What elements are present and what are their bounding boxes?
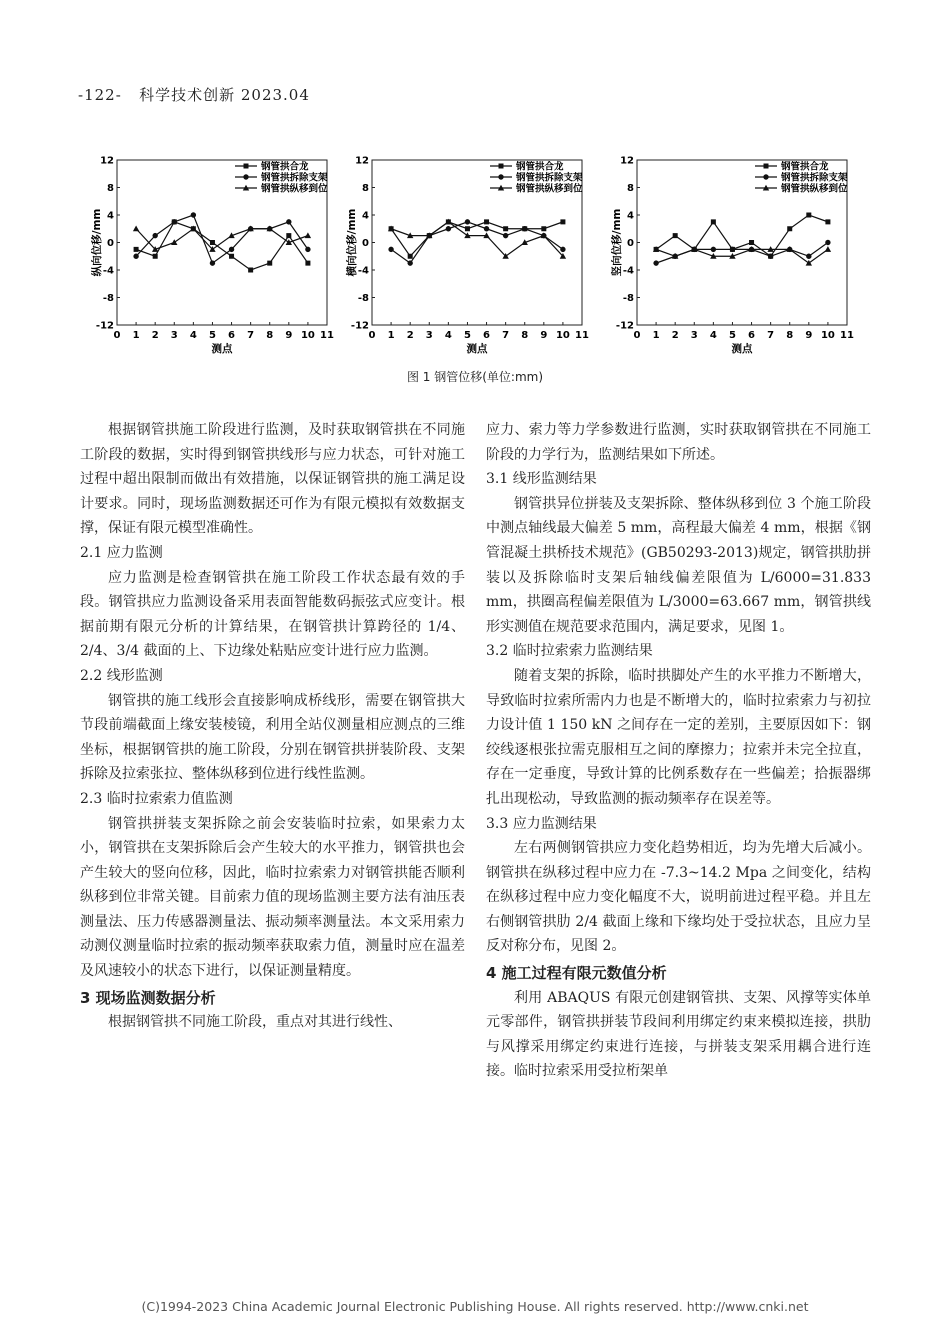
series-line: [656, 249, 828, 263]
data-point: [522, 226, 527, 231]
x-tick-label: 4: [709, 330, 717, 341]
x-tick-label: 1: [652, 330, 660, 341]
y-tick-label: -8: [357, 293, 369, 304]
series-line: [136, 222, 308, 270]
data-point: [730, 247, 735, 252]
paragraph: 钢管拱的施工线形会直接影响成桥线形，需要在钢管拱大节段前端截面上缘安装棱镜，利用全站仪测量相应测点的三维坐标，根据钢管拱的施工阶段，分别在钢管拱拼装阶段、支架拆除及拉索张拉、整体纵移到位进行线性监测。: [80, 692, 465, 783]
page-header: [78, 84, 310, 105]
data-point: [711, 247, 716, 252]
chart-vertical: [611, 150, 855, 360]
y-axis-label: 纵向位移/mm: [91, 208, 103, 277]
y-tick-label: -12: [95, 320, 114, 332]
data-point: [191, 212, 196, 217]
left-column: [80, 418, 465, 1035]
paragraph: 应力、索力等力学参数进行监测，实时获取钢管拱在不同施工阶段的力学行为，监测结果如下所述。: [486, 422, 871, 463]
x-tick-label: 7: [767, 330, 775, 341]
x-tick-label: 0: [633, 330, 641, 341]
data-point: [806, 213, 811, 218]
x-tick-label: 11: [575, 330, 589, 341]
data-point: [806, 254, 811, 259]
data-point: [171, 239, 177, 245]
x-tick-label: 3: [170, 330, 178, 341]
series-line: [391, 222, 563, 256]
y-tick-label: -8: [622, 293, 634, 304]
data-point: [229, 254, 234, 259]
y-tick-label: 4: [362, 210, 369, 222]
paragraph: 利用 ABAQUS 有限元创建钢管拱、支架、风撑等实体单元零部件，钢管拱拼装节段间利用绑定约束来模拟连接，拱肋与风撑采用绑定约束进行连接，与拼装支架采用耦合进行连接。临时拉索采用受拉桁架单: [486, 989, 871, 1080]
x-tick-label: 11: [320, 330, 334, 341]
x-tick-label: 1: [132, 330, 140, 341]
legend-marker: [498, 174, 503, 179]
data-point: [286, 233, 291, 238]
section-heading: 3 现场监测数据分析: [80, 988, 216, 1007]
data-point: [210, 240, 215, 245]
x-tick-label: 8: [266, 330, 274, 341]
legend-label: 钢管拱合龙: [516, 161, 564, 173]
y-tick-label: 8: [362, 183, 369, 194]
x-tick-label: 8: [521, 330, 529, 341]
data-point: [134, 247, 139, 252]
x-tick-label: 1: [387, 330, 395, 341]
data-point: [465, 226, 470, 231]
series-line: [391, 222, 563, 263]
x-tick-label: 7: [502, 330, 510, 341]
legend-label: 钢管拱拆除支架: [261, 172, 328, 184]
data-point: [305, 261, 310, 266]
data-point: [560, 247, 565, 252]
data-point: [787, 226, 792, 231]
x-tick-label: 0: [113, 330, 121, 341]
y-tick-label: 0: [107, 238, 114, 249]
data-point: [210, 260, 215, 265]
data-point: [152, 233, 157, 238]
legend-label: 钢管拱合龙: [781, 161, 829, 173]
x-tick-label: 9: [805, 330, 813, 341]
y-tick-label: 12: [355, 155, 369, 167]
y-tick-label: 8: [107, 183, 114, 194]
x-tick-label: 6: [748, 330, 756, 341]
legend-label: 钢管拱拆除支架: [516, 172, 583, 184]
legend-marker: [243, 174, 248, 179]
y-tick-label: -12: [350, 320, 369, 332]
data-point: [825, 246, 831, 252]
paragraph: 钢管拱拼装支架拆除之前会安装临时拉索，如果索力太小，钢管拱在支架拆除后会产生较大的水平推力，钢管拱也会产生较大的竖向位移，因此，临时拉索索力对钢管拱能否顺利纵移到位非常关键。目前索力值的现场监测主要方法有油压表测量法、压力传感器测量法、振动频率测量法。本文采用索力动测仪测量临时拉索的振动频率获取索力值，测量时应在温差及风速较小的状态下进行，以保证测量精度。: [80, 815, 465, 980]
x-tick-label: 7: [247, 330, 255, 341]
x-tick-label: 9: [285, 330, 293, 341]
legend-marker: [244, 164, 249, 169]
y-tick-label: -4: [102, 265, 114, 277]
data-point: [286, 219, 291, 224]
section-heading: 2.2 线形监测: [80, 667, 163, 684]
figure-caption: 图 1 钢管位移(单位:mm): [406, 370, 544, 384]
x-tick-label: 2: [151, 330, 159, 341]
x-tick-label: 11: [840, 330, 854, 341]
x-tick-label: 5: [463, 330, 471, 341]
x-axis-label: 测点: [466, 343, 488, 355]
x-tick-label: 5: [728, 330, 736, 341]
data-point: [408, 254, 413, 259]
data-point: [806, 260, 812, 266]
legend-label: 钢管拱纵移到位: [261, 183, 328, 195]
page-number: -122-: [78, 86, 122, 104]
data-point: [229, 247, 234, 252]
y-tick-label: -8: [102, 293, 114, 304]
x-tick-label: 3: [690, 330, 698, 341]
y-tick-label: 4: [627, 210, 634, 222]
data-point: [133, 254, 138, 259]
y-axis-label: 竖向位移/mm: [611, 208, 623, 277]
x-axis-label: 测点: [211, 343, 233, 355]
legend-label: 钢管拱纵移到位: [781, 183, 848, 195]
data-point: [711, 219, 716, 224]
x-tick-label: 6: [483, 330, 491, 341]
x-tick-label: 2: [671, 330, 679, 341]
data-point: [484, 219, 489, 224]
paragraph: 应力监测是检查钢管拱在施工阶段工作状态最有效的手段。钢管拱应力监测设备采用表面智能数码振弦式应变计。根据前期有限元分析的计算结果，在钢管拱计算跨径的 1/4、2/4、3/4 截面的上、下边缘处粘贴应变计进行应力监测。: [80, 569, 465, 660]
data-point: [267, 261, 272, 266]
chart-transverse: [346, 150, 590, 360]
y-axis-label: 横向位移/mm: [346, 208, 358, 277]
section-heading: 3.1 线形监测结果: [486, 471, 597, 488]
data-point: [388, 247, 393, 252]
x-axis-label: 测点: [731, 343, 753, 355]
data-point: [133, 225, 139, 231]
chart-longitudinal: [91, 150, 335, 360]
section-heading: 2.1 应力监测: [80, 544, 163, 561]
legend-marker: [499, 164, 504, 169]
section-heading: 4 施工过程有限元数值分析: [486, 964, 667, 983]
legend-label: 钢管拱合龙: [261, 161, 309, 173]
journal-title: 科学技术创新 2023.04: [139, 86, 310, 104]
x-tick-label: 6: [228, 330, 236, 341]
legend-label: 钢管拱拆除支架: [781, 172, 848, 184]
legend-marker: [763, 174, 768, 179]
data-point: [248, 268, 253, 273]
x-tick-label: 10: [555, 330, 570, 341]
x-tick-label: 3: [425, 330, 433, 341]
y-tick-label: 0: [362, 238, 369, 249]
data-point: [673, 233, 678, 238]
data-point: [749, 240, 754, 245]
data-point: [560, 219, 565, 224]
data-point: [484, 226, 489, 231]
data-point: [465, 219, 470, 224]
data-point: [305, 232, 311, 238]
right-column: [486, 418, 871, 1084]
x-tick-label: 4: [444, 330, 452, 341]
paragraph: 左右两侧钢管拱应力变化趋势相近，均为先增大后减小。钢管拱在纵移过程中应力在 -7.3~14.2 Mpa 之间变化，结构在纵移过程中应力变化幅度不大，说明前进过程平稳。并且左右侧钢管拱肋 2/4 截面上缘和下缘均处于受拉状态，且应力呈反对称分布，见图 2。: [486, 840, 871, 955]
legend-marker: [764, 164, 769, 169]
y-tick-label: 12: [100, 155, 114, 167]
x-tick-label: 10: [300, 330, 315, 341]
x-tick-label: 0: [368, 330, 376, 341]
y-tick-label: -4: [357, 265, 369, 277]
copyright-footer: (C)1994-2023 China Academic Journal Electronic Publishing House. All rights reserved. http://www.cnki.net: [141, 1299, 809, 1314]
x-tick-label: 9: [540, 330, 548, 341]
data-point: [653, 260, 658, 265]
x-tick-label: 4: [189, 330, 197, 341]
section-heading: 2.3 临时拉索索力值监测: [80, 790, 233, 807]
figure-1: [91, 150, 855, 360]
y-tick-label: 12: [620, 155, 634, 167]
y-tick-label: -4: [622, 265, 634, 277]
y-tick-label: 4: [107, 210, 114, 222]
x-tick-label: 5: [208, 330, 216, 341]
data-point: [503, 226, 508, 231]
section-heading: 3.3 应力监测结果: [486, 815, 597, 832]
series-line: [136, 215, 308, 263]
paragraph: 钢管拱异位拼装及支架拆除、整体纵移到位 3 个施工阶段中测点轴线最大偏差 5 mm，高程最大偏差 4 mm，根据《钢管混凝土拱桥技术规范》(GB50293-2013)规定，钢管拱肋拼装以及拆除临时支架后轴线偏差限值为 L/6000=31.833 mm，拱圈高程偏差限值为 L/3000=63.667 mm，钢管拱线形实测值在规范要求范围内，满足要求，见图 1。: [486, 495, 871, 635]
paragraph: 根据钢管拱施工阶段进行监测，及时获取钢管拱在不同施工阶段的数据，实时得到钢管拱线形与应力状态，可针对施工过程中超出限制而做出有效措施，以保证钢管拱的施工满足设计要求。同时，现场监测数据还可作为有限元模拟有效数据支撑，保证有限元模型准确性。: [80, 422, 465, 537]
data-point: [541, 226, 546, 231]
y-tick-label: 8: [627, 183, 634, 194]
data-point: [825, 240, 830, 245]
section-heading: 3.2 临时拉索索力监测结果: [486, 643, 653, 660]
data-point: [446, 226, 451, 231]
data-point: [825, 219, 830, 224]
x-tick-label: 2: [406, 330, 414, 341]
data-point: [407, 260, 412, 265]
series-line: [656, 215, 828, 256]
x-tick-label: 10: [820, 330, 835, 341]
data-point: [172, 219, 177, 224]
data-point: [503, 233, 508, 238]
legend-label: 钢管拱纵移到位: [516, 183, 583, 195]
series-line: [391, 222, 563, 256]
y-tick-label: 0: [627, 238, 634, 249]
data-point: [768, 254, 773, 259]
paragraph: 根据钢管拱不同施工阶段，重点对其进行线性、: [108, 1014, 402, 1031]
data-point: [305, 247, 310, 252]
x-tick-label: 8: [786, 330, 794, 341]
data-point: [153, 254, 158, 259]
y-tick-label: -12: [615, 320, 634, 332]
paragraph: 随着支架的拆除，临时拱脚处产生的水平推力不断增大，导致临时拉索所需内力也是不断增大的，临时拉索索力与初拉力设计值 1 150 kN 之间存在一定的差别，主要原因如下：钢绞线逐根张拉需克服相互之间的摩擦力；拉索并未完全拉直，存在一定垂度，导致计算的比例系数存在一些偏差；拾振器绑扎出现松动，导致监测的振动频率存在误差等。: [486, 667, 871, 807]
